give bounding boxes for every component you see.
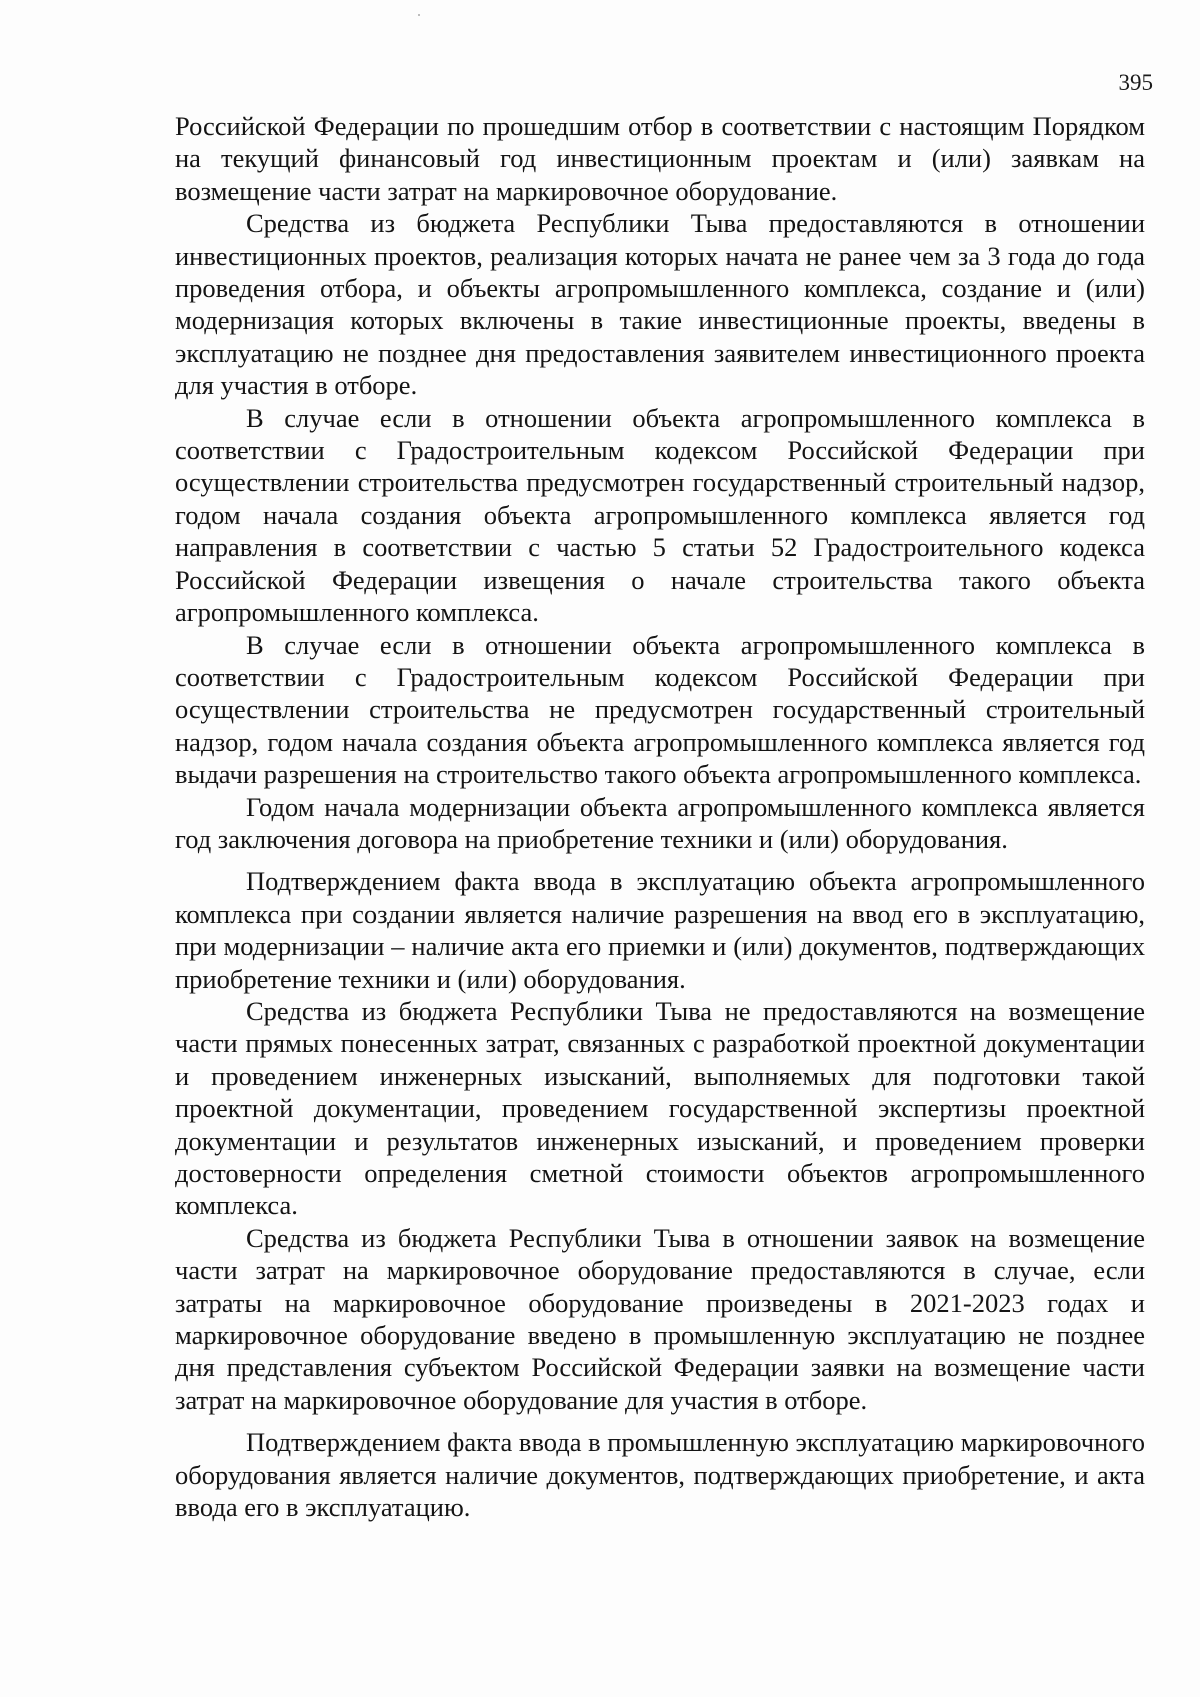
paragraph: Средства из бюджета Республики Тыва не предоставляются на возмещение части прямых понесенных затрат, связанных с разработкой проектной документации и проведением инженерных изысканий, выполняемых для подготовки такой проектной документации, проведением государственной экспертизы проектной документации и результатов инженерных изысканий, и проведением проверки достоверности определения сметной стоимости объектов агропромышленного комплекса.	[175, 995, 1145, 1221]
paragraph: Годом начала модернизации объекта агропромышленного комплекса является год заключения договора на приобретение техники и (или) оборудования.	[175, 791, 1145, 854]
paragraph-continuation: Российской Федерации по прошедшим отбор в соответствии с настоящим Порядком на текущий финансовый год инвестиционным проектам и (или) заявкам на возмещение части затрат на маркировочное оборудование.	[175, 111, 1145, 206]
paragraph: В случае если в отношении объекта агропромышленного комплекса в соответствии с Градостроительным кодексом Российской Федерации при осуществлении строительства предусмотрен государственный строительный надзор, годом начала создания объекта агропромышленного комплекса является год направления в соответствии с частью 5 статьи 52 Градостроительного кодекса Российской Федерации извещения о начале строительства такого объекта агропромышленного комплекса.	[175, 402, 1145, 628]
paragraph: В случае если в отношении объекта агропромышленного комплекса в соответствии с Градостроительным кодексом Российской Федерации при осуществлении строительства не предусмотрен государственный строительный надзор, годом начала создания объекта агропромышленного комплекса является год выдачи разрешения на строительство такого объекта агропромышленного комплекса.	[175, 629, 1145, 790]
scan-artifact	[418, 14, 420, 16]
paragraph: Средства из бюджета Республики Тыва в отношении заявок на возмещение части затрат на маркировочное оборудование предоставляются в случае, если затраты на маркировочное оборудование произведены в 2021-2023 годах и маркировочное оборудование введено в промышленную эксплуатацию не позднее дня представления субъектом Российской Федерации заявки на возмещение части затрат на маркировочное оборудование для участия в отборе.	[175, 1222, 1145, 1415]
page-number: 395	[1118, 70, 1153, 95]
paragraph: Подтверждением факта ввода в эксплуатацию объекта агропромышленного комплекса при создании является наличие разрешения на ввод его в эксплуатацию, при модернизации – наличие акта его приемки и (или) документов, подтверждающих приобретение техники и (или) оборудования.	[175, 866, 1145, 994]
paragraph: Подтверждением факта ввода в промышленную эксплуатацию маркировочного оборудования является наличие документов, подтверждающих приобретение, и акта ввода его в эксплуатацию.	[175, 1427, 1145, 1523]
paragraph: Средства из бюджета Республики Тыва предоставляются в отношении инвестиционных проектов, реализация которых начата не ранее чем за 3 года до года проведения отбора, и объекты агропромышленного комплекса, создание и (или) модернизация которых включены в такие инвестиционные проекты, введены в эксплуатацию не позднее дня предоставления заявителем инвестиционного проекта для участия в отборе.	[175, 208, 1145, 401]
document-body	[175, 110, 1145, 1523]
